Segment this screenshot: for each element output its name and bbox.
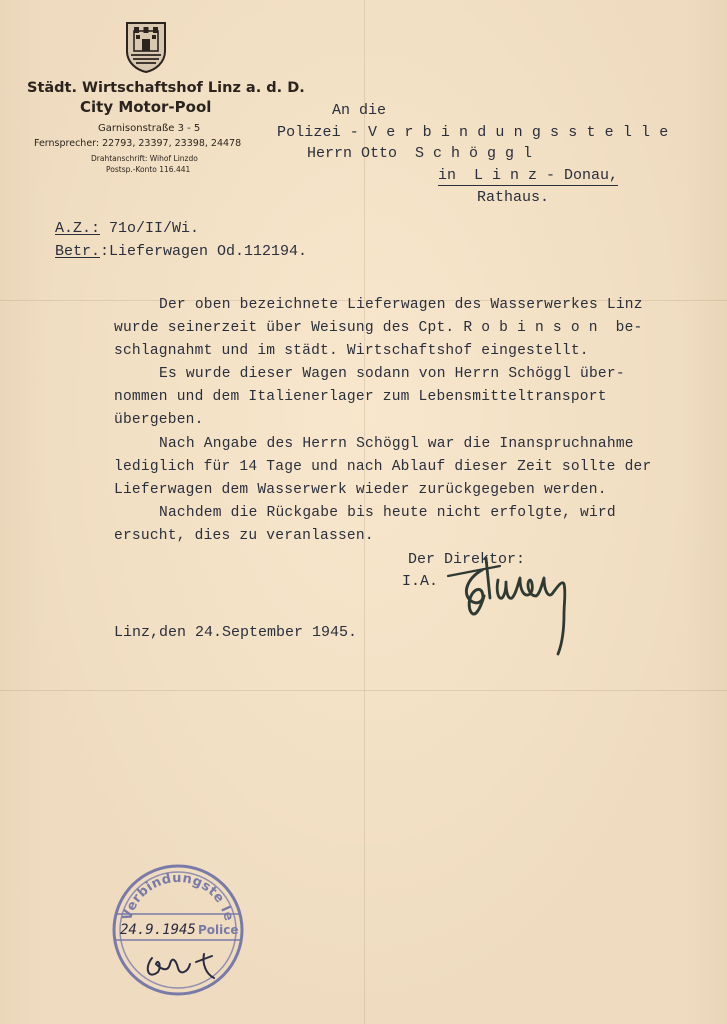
stamp-date: 24.9.1945	[120, 922, 196, 938]
letterhead-postal-account: Postsp.-Konto 116.441	[106, 165, 191, 174]
az-value: 71o/II/Wi.	[100, 220, 200, 237]
closing-ia: I.A.	[402, 573, 439, 590]
recipient-line: Herrn Otto S c h ö g g l	[307, 145, 533, 162]
letterhead-address: Garnisonstraße 3 - 5	[98, 123, 201, 134]
stamp-label: Police	[198, 923, 239, 937]
city-crest-logo	[125, 21, 167, 73]
body-line: wurde seinerzeit über Weisung des Cpt. R o b i n s o n be-	[114, 320, 643, 336]
body-line: Nach Angabe des Herrn Schöggl war die Inanspruchnahme	[159, 436, 634, 452]
reference-subject	[55, 243, 307, 260]
closing-title: Der Direktor:	[408, 551, 526, 568]
police-stamp	[108, 860, 248, 1000]
body-line: Der oben bezeichnete Lieferwagen des Wasserwerkes Linz	[159, 297, 643, 313]
betr-label: Betr.	[55, 243, 101, 260]
body-line: schlagnahmt und im städt. Wirtschaftshof eingestellt.	[114, 343, 589, 359]
date-line: Linz,den 24.September 1945.	[114, 624, 358, 641]
letterhead-org-name: Städt. Wirtschaftshof Linz a. d. D.	[27, 80, 305, 96]
az-label: A.Z.:	[55, 220, 101, 237]
recipient-line: An die	[332, 102, 387, 119]
body-line: übergeben.	[114, 412, 204, 428]
recipient-line: in L i n z - Donau,	[438, 167, 619, 184]
body-line: Es wurde dieser Wagen sodann von Herrn Schöggl über-	[159, 366, 625, 382]
body-line: ersucht, dies zu veranlassen.	[114, 528, 374, 544]
reference-az	[55, 220, 199, 237]
recipient-line: Polizei - V e r b i n d u n g s s t e l l e	[277, 124, 669, 141]
letterhead-org-subtitle: City Motor-Pool	[80, 98, 212, 116]
body-line: lediglich für 14 Tage und nach Ablauf dieser Zeit sollte der	[114, 459, 652, 475]
letterhead-phone: Fernsprecher: 22793, 23397, 23398, 24478	[34, 138, 242, 149]
body-line: nommen und dem Italienerlager zum Lebensmitteltransport	[114, 389, 607, 405]
body-line: Lieferwagen dem Wasserwerk wieder zurückgegeben werden.	[114, 482, 607, 498]
letterhead-telegram: Drahtanschrift: Wihof Linzdo	[91, 154, 198, 163]
stamp-top-text: Verbindungste le	[120, 870, 237, 923]
stamp-initials-signature	[148, 954, 214, 978]
body-line: Nachdem die Rückgabe bis heute nicht erfolgte, wird	[159, 505, 616, 521]
recipient-line: Rathaus.	[477, 189, 550, 206]
director-signature	[440, 540, 590, 665]
betr-value: :Lieferwagen Od.112194.	[100, 243, 308, 260]
